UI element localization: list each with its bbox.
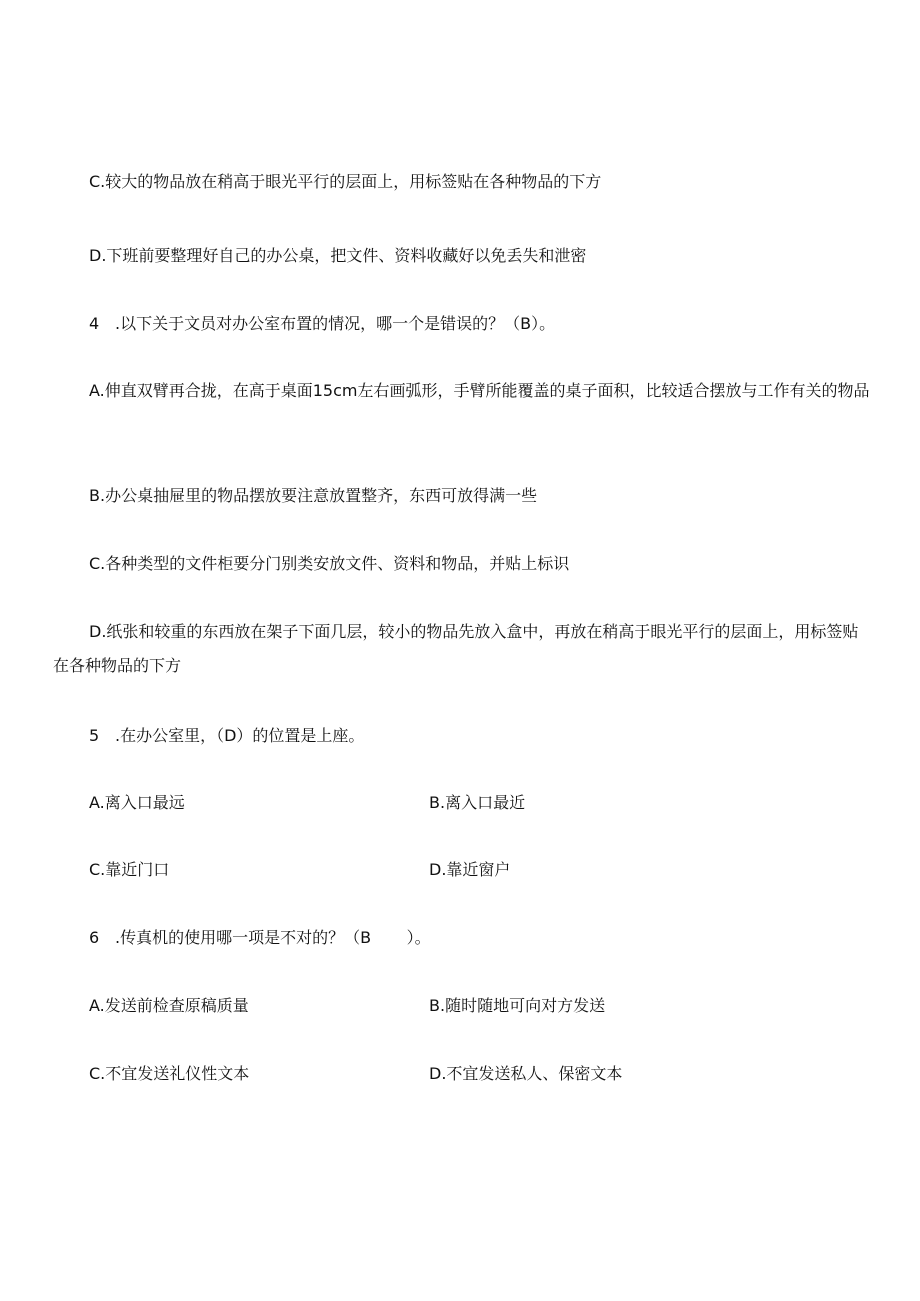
q5-option-a: A.离入口最远: [89, 793, 185, 812]
q6-option-b: B.随时随地可向对方发送: [429, 996, 606, 1015]
q6-stem: .传真机的使用哪一项是不对的？（B ）。: [115, 928, 431, 947]
q4-number: 4: [89, 314, 100, 333]
q4-option-d: [53, 615, 873, 683]
q4-option-a-text: A.伸直双臂再合拢，在高于桌面15cm左右画弧形，手臂所能覆盖的桌子面积，比较适合摆放与工作有关的物品: [89, 381, 870, 400]
q4-stem: .以下关于文员对办公室布置的情况，哪一个是错误的？（B）。: [115, 314, 556, 333]
q5-number: 5: [89, 726, 100, 745]
q6-option-d: D.不宜发送私人、保密文本: [429, 1064, 623, 1083]
q6-option-a: A.发送前检查原稿质量: [89, 996, 249, 1015]
q4-option-c: C.各种类型的文件柜要分门别类安放文件、资料和物品，并贴上标识: [89, 554, 570, 573]
q6-question: [89, 928, 431, 948]
q5-question: [89, 726, 364, 746]
q5-option-d: D.靠近窗户: [429, 860, 511, 879]
q6-option-c: C.不宜发送礼仪性文本: [89, 1064, 250, 1083]
q4-option-a: [53, 374, 873, 408]
q5-option-c: C.靠近门口: [89, 860, 170, 879]
q3-option-c: C.较大的物品放在稍高于眼光平行的层面上，用标签贴在各种物品的下方: [89, 172, 602, 191]
q6-number: 6: [89, 928, 100, 947]
q4-option-d-text: D.纸张和较重的东西放在架子下面几层，较小的物品先放入盒中，再放在稍高于眼光平行的层面上，用标签贴在各种物品的下方: [53, 622, 859, 675]
q4-option-b: B.办公桌抽屉里的物品摆放要注意放置整齐，东西可放得满一些: [89, 486, 538, 505]
q3-option-d: D.下班前要整理好自己的办公桌，把文件、资料收藏好以免丢失和泄密: [89, 246, 587, 265]
q4-question: [89, 314, 555, 334]
q5-stem: .在办公室里，（D）的位置是上座。: [115, 726, 365, 745]
q5-option-b: B.离入口最近: [429, 793, 526, 812]
